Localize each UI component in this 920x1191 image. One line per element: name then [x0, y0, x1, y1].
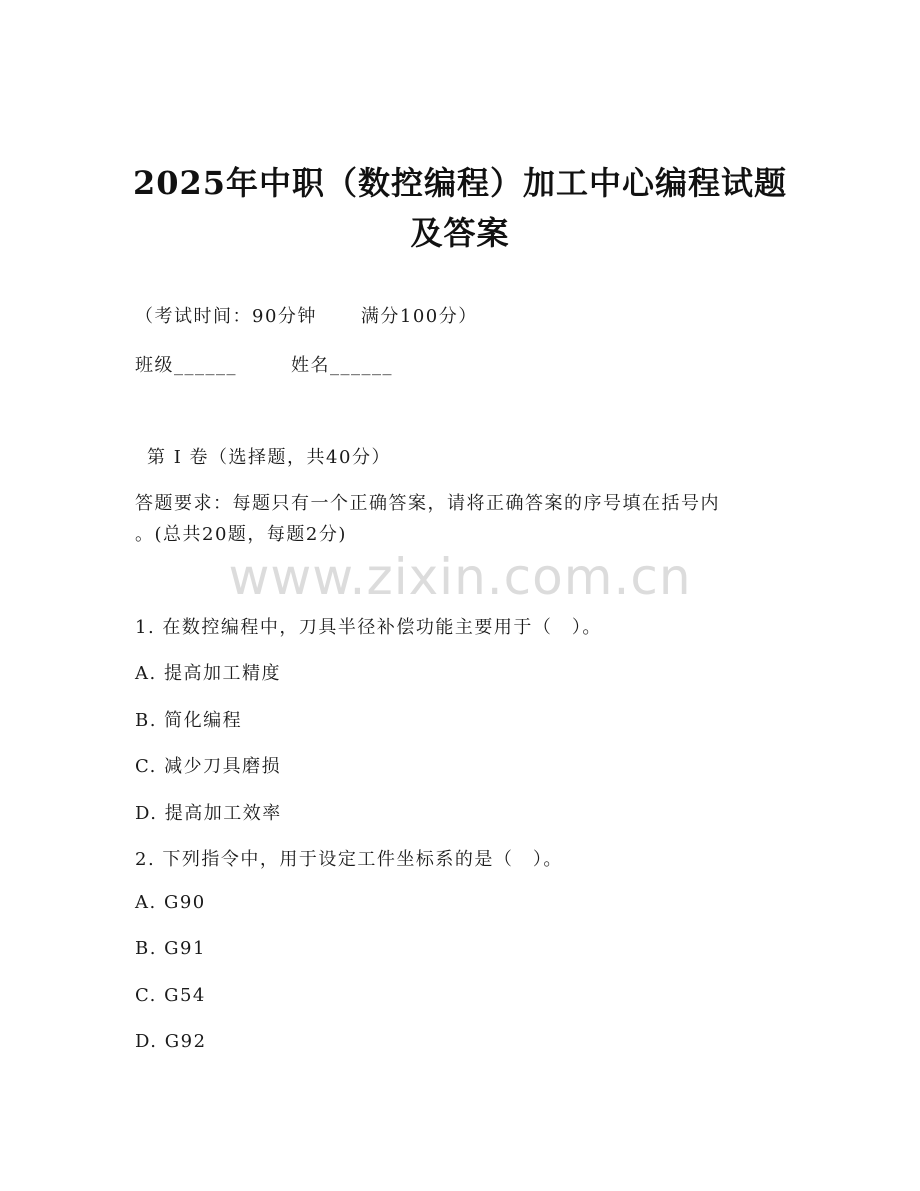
section-heading: 第 I 卷（选择题，共40分）: [147, 447, 391, 468]
question-2-option-c: C. G54: [135, 985, 206, 1006]
question-1-option-a: A. 提高加工精度: [135, 663, 281, 684]
name-field: 姓名______: [291, 355, 393, 376]
question-2-option-d: D. G92: [135, 1031, 207, 1052]
student-info: [135, 351, 393, 377]
question-1-option-d: D. 提高加工效率: [135, 803, 282, 824]
question-2-option-a: A. G90: [135, 892, 206, 913]
document-title-line-2: 及答案: [410, 214, 510, 252]
exam-time: （考试时间：90分钟: [135, 306, 317, 327]
exam-info: [135, 302, 478, 328]
question-1-stem: 1. 在数控编程中，刀具半径补偿功能主要用于（ ）。: [135, 617, 602, 638]
full-score: 满分100分）: [360, 306, 478, 327]
question-2-stem: 2. 下列指令中，用于设定工件坐标系的是（ ）。: [135, 849, 563, 870]
answer-requirement-line-2: 。(总共20题，每题2分): [135, 524, 347, 545]
document-title-line-1: 2025年中职（数控编程）加工中心编程试题: [132, 164, 788, 202]
answer-requirement-line-1: 答题要求：每题只有一个正确答案，请将正确答案的序号填在括号内: [135, 493, 720, 514]
watermark: www.zixin.com.cn: [228, 548, 692, 606]
question-1-option-b: B. 简化编程: [135, 710, 243, 731]
class-field: 班级______: [135, 355, 237, 376]
question-1-option-c: C. 减少刀具磨损: [135, 756, 282, 777]
question-2-option-b: B. G91: [135, 938, 206, 959]
